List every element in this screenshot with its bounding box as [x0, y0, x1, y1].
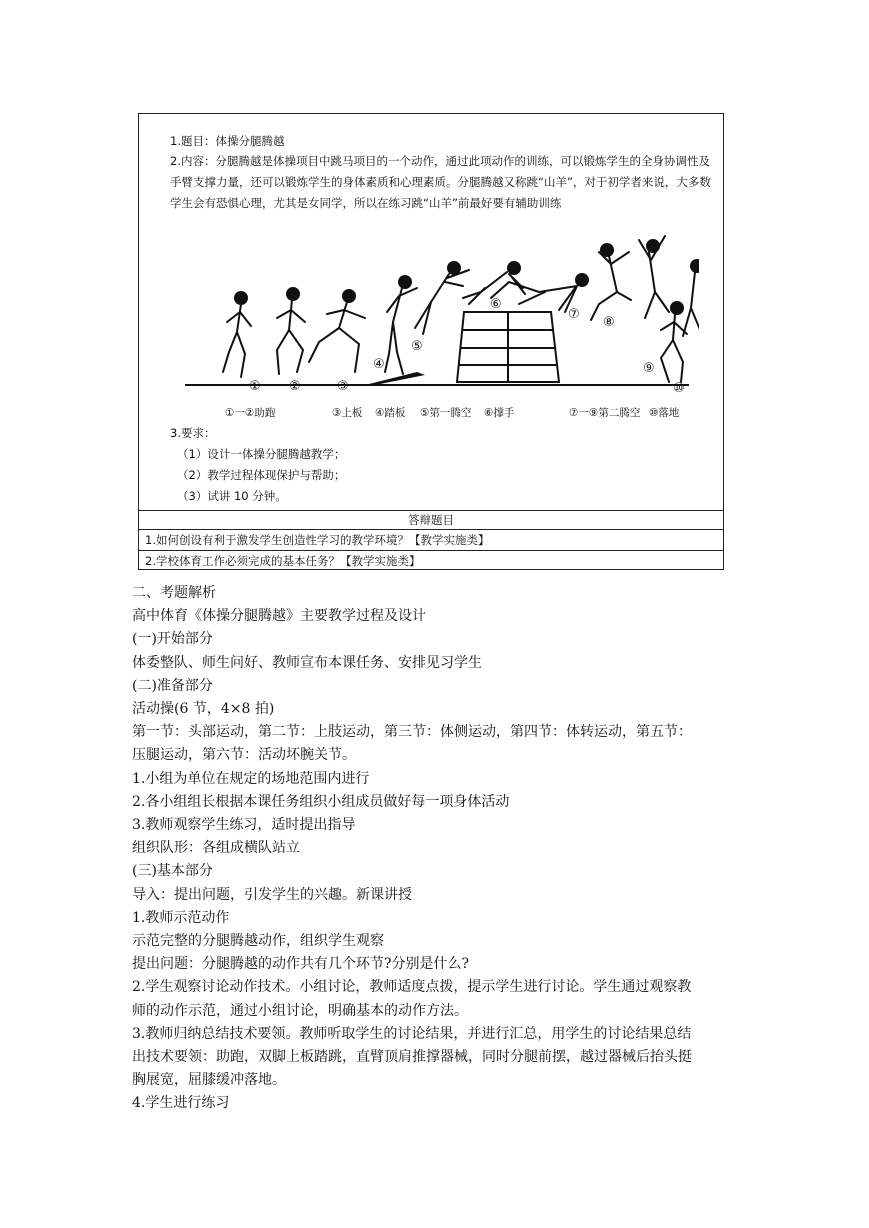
vaulting-box — [457, 312, 559, 382]
paragraph: 师的动作示范，通过小组讨论，明确基本的动作方法。 — [132, 1002, 468, 1019]
defense-question: 1.如何创设有利于激发学生创造性学习的教学环境？【教学实施类】 — [139, 529, 723, 550]
question-title: 1.题目：体操分腿腾越 — [170, 134, 285, 148]
paragraph: 导入：提出问题，引发学生的兴趣。新课讲授 — [132, 886, 412, 903]
list-item: 3.教师归纳总结技术要领。教师听取学生的讨论结果，并进行汇总，用学生的讨论结果总结 — [132, 1025, 692, 1042]
list-item: 2.学生观察讨论动作技术。小组讨论，教师适度点拨，提示学生进行讨论。学生通过观察教 — [132, 979, 692, 996]
question-content: 2.内容：分腿腾越是体操项目中跳马项目的一个动作，通过此项动作的训练，可以锻炼学生的全身协调性及手臂支撑力量，还可以锻炼学生的身体素质和心理素质。分腿腾越又称跳“山羊”，对于初学者来说，大多数学生会有恐惧心理，尤其是女同学，所以在练习跳“山羊”前最好要有辅助训练 — [170, 154, 711, 210]
requirements-title: 3.要求： — [170, 426, 216, 440]
label-1: ① — [249, 379, 261, 394]
landing-figure — [661, 302, 687, 382]
defense-question: 2.学校体育工作必须完成的基本任务？【教学实施类】 — [139, 550, 723, 570]
label-10: ⑩ — [673, 381, 685, 396]
caption-run: ①一②助跑 — [225, 407, 276, 419]
section-heading: 二、考题解析 — [132, 585, 216, 601]
paragraph: 组织队形：各组成横队站立 — [132, 840, 300, 857]
label-3: ③ — [337, 379, 349, 394]
vault-sequence-figure — [179, 222, 699, 422]
paragraph: 体委整队、师生问好、教师宣布本课任务、安排见习学生 — [132, 654, 482, 671]
runner-figures — [223, 276, 417, 377]
part-heading: (三)基本部分 — [132, 863, 213, 880]
lesson-title: 高中体育《体操分腿腾越》主要教学过程及设计 — [132, 608, 426, 625]
paragraph: 提出问题：分腿腾越的动作共有几个环节?分别是什么? — [132, 956, 470, 973]
label-6: ⑥ — [490, 297, 502, 312]
list-item: 1.小组为单位在规定的场地范围内进行 — [132, 770, 370, 787]
springboard — [369, 372, 425, 385]
requirement-item: （3）试讲 10 分钟。 — [177, 489, 287, 503]
caption-first-flight: ⑤第一腾空 — [420, 407, 472, 419]
paragraph: 活动操(6 节，4×8 拍) — [132, 701, 275, 718]
list-item: 1.教师示范动作 — [132, 909, 230, 926]
paragraph: 第一节：头部运动，第二节：上肢运动，第三节：体侧运动，第四节：体转运动，第五节： — [132, 724, 692, 741]
label-5: ⑤ — [411, 339, 423, 354]
list-item: 2.各小组组长根据本课任务组织小组成员做好每一项身体活动 — [132, 793, 510, 810]
label-2: ② — [289, 379, 301, 394]
caption-second-flight: ⑦一⑨第二腾空 — [569, 407, 641, 419]
label-4: ④ — [373, 357, 385, 372]
list-item: 4.学生进行练习 — [132, 1095, 230, 1112]
caption-takeoff: ④踏板 — [375, 407, 406, 419]
label-8: ⑧ — [603, 315, 615, 330]
figure-captions — [225, 406, 680, 419]
part-heading: (一)开始部分 — [132, 631, 213, 648]
analysis-section — [132, 582, 747, 1116]
requirement-item: （2）教学过程体现保护与帮助； — [177, 468, 346, 482]
paragraph: 胸展宽，屈膝缓冲落地。 — [132, 1072, 286, 1089]
caption-push: ⑥撑手 — [484, 407, 515, 419]
part-heading: (二)准备部分 — [132, 677, 213, 694]
caption-board: ③上板 — [332, 407, 363, 419]
defense-header: 答辩题目 — [139, 510, 723, 529]
paragraph: 压腿运动，第六节：活动坏腕关节。 — [132, 747, 356, 764]
caption-landing: ⑩落地 — [649, 407, 680, 419]
label-7: ⑦ — [568, 307, 580, 322]
question-box-top — [139, 114, 723, 510]
label-9: ⑨ — [643, 361, 655, 376]
paragraph: 出技术要领：助跑，双脚上板踏跳，直臂顶肩推撑器械，同时分腿前摆，越过器械后抬头挺 — [132, 1049, 692, 1066]
requirement-item: （1）设计一体操分腿腾越教学； — [177, 447, 346, 461]
question-box — [138, 113, 724, 570]
paragraph: 示范完整的分腿腾越动作，组织学生观察 — [132, 933, 384, 950]
list-item: 3.教师观察学生练习，适时提出指导 — [132, 817, 356, 834]
